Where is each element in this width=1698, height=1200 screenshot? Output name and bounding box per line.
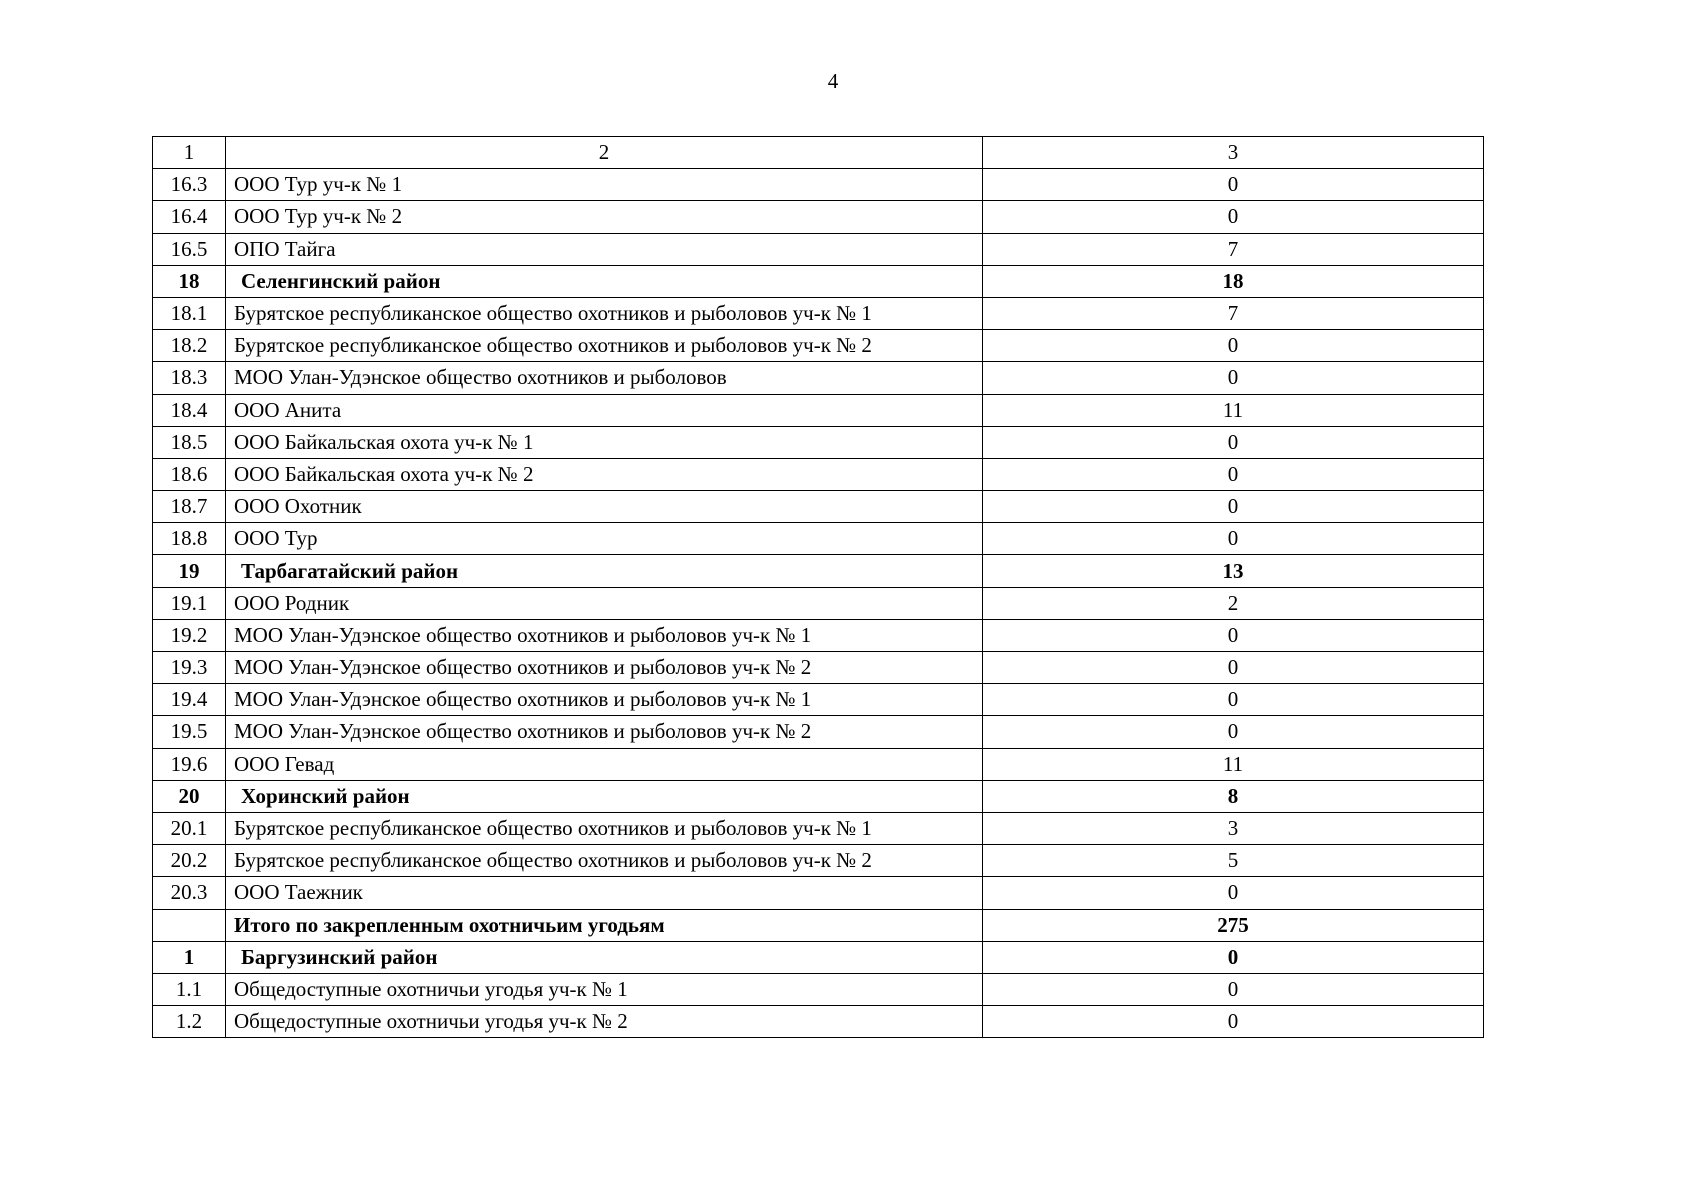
row-value-cell: 8	[983, 780, 1484, 812]
row-value-cell: 0	[983, 330, 1484, 362]
table-row	[153, 491, 1484, 523]
row-name-cell: ООО Тур уч-к № 2	[226, 201, 983, 233]
row-name-cell: ОПО Тайга	[226, 233, 983, 265]
row-number-cell: 18.8	[153, 523, 226, 555]
table-body	[153, 137, 1484, 1038]
row-value-cell: 0	[983, 491, 1484, 523]
table-row	[153, 845, 1484, 877]
page-number: 4	[827, 69, 839, 93]
row-number-cell: 19.3	[153, 652, 226, 684]
row-number-cell: 19.2	[153, 619, 226, 651]
table-header-row	[153, 137, 1484, 169]
table-row	[153, 458, 1484, 490]
row-name-cell: ООО Анита	[226, 394, 983, 426]
row-name-cell: Итого по закрепленным охотничьим угодьям	[226, 909, 983, 941]
row-name-cell: ООО Охотник	[226, 491, 983, 523]
row-value-cell: 0	[983, 169, 1484, 201]
row-name-cell: Баргузинский район	[226, 941, 983, 973]
column-value-header: 3	[983, 137, 1484, 169]
row-name-cell: ООО Байкальская охота уч-к № 1	[226, 426, 983, 458]
total-row	[153, 909, 1484, 941]
table-row	[153, 973, 1484, 1005]
row-value-cell: 0	[983, 1006, 1484, 1038]
row-value-cell: 13	[983, 555, 1484, 587]
table-row	[153, 426, 1484, 458]
row-value-cell: 3	[983, 812, 1484, 844]
row-number-cell: 19	[153, 555, 226, 587]
row-value-cell: 7	[983, 233, 1484, 265]
table-row	[153, 362, 1484, 394]
row-value-cell: 2	[983, 587, 1484, 619]
row-value-cell: 18	[983, 265, 1484, 297]
row-number-cell: 1	[153, 941, 226, 973]
row-name-cell: МОО Улан-Удэнское общество охотников и рыболовов уч-к № 2	[226, 652, 983, 684]
row-name-cell: ООО Тур уч-к № 1	[226, 169, 983, 201]
row-number-cell: 19.4	[153, 684, 226, 716]
table-row	[153, 748, 1484, 780]
row-value-cell: 11	[983, 394, 1484, 426]
row-name-cell: ООО Гевад	[226, 748, 983, 780]
row-number-cell: 19.6	[153, 748, 226, 780]
row-number-cell: 20.1	[153, 812, 226, 844]
row-number-cell: 1.1	[153, 973, 226, 1005]
table-row	[153, 716, 1484, 748]
table-row	[153, 587, 1484, 619]
row-number-cell: 20.2	[153, 845, 226, 877]
table-row	[153, 812, 1484, 844]
row-value-cell: 0	[983, 201, 1484, 233]
row-name-cell: Бурятское республиканское общество охотников и рыболовов уч-к № 2	[226, 845, 983, 877]
row-number-cell: 20.3	[153, 877, 226, 909]
column-number-header: 1	[153, 137, 226, 169]
row-number-cell: 16.4	[153, 201, 226, 233]
table-row	[153, 652, 1484, 684]
row-name-cell: МОО Улан-Удэнское общество охотников и рыболовов уч-к № 2	[226, 716, 983, 748]
table-row	[153, 394, 1484, 426]
row-name-cell: Общедоступные охотничьи угодья уч-к № 1	[226, 973, 983, 1005]
row-name-cell: МОО Улан-Удэнское общество охотников и рыболовов уч-к № 1	[226, 684, 983, 716]
table-row	[153, 684, 1484, 716]
district-row	[153, 941, 1484, 973]
row-name-cell: Бурятское республиканское общество охотников и рыболовов уч-к № 1	[226, 812, 983, 844]
row-value-cell: 0	[983, 941, 1484, 973]
row-value-cell: 0	[983, 652, 1484, 684]
row-number-cell: 20	[153, 780, 226, 812]
table-row	[153, 201, 1484, 233]
district-row	[153, 265, 1484, 297]
row-name-cell: Бурятское республиканское общество охотников и рыболовов уч-к № 1	[226, 297, 983, 329]
row-name-cell: МОО Улан-Удэнское общество охотников и рыболовов уч-к № 1	[226, 619, 983, 651]
table-row	[153, 523, 1484, 555]
row-value-cell: 0	[983, 716, 1484, 748]
row-name-cell: Бурятское республиканское общество охотников и рыболовов уч-к № 2	[226, 330, 983, 362]
row-number-cell: 18.5	[153, 426, 226, 458]
table-row	[153, 233, 1484, 265]
table-row	[153, 169, 1484, 201]
row-number-cell: 19.5	[153, 716, 226, 748]
row-name-cell: ООО Тур	[226, 523, 983, 555]
district-row	[153, 555, 1484, 587]
table-row	[153, 619, 1484, 651]
row-value-cell: 7	[983, 297, 1484, 329]
row-number-cell: 18.7	[153, 491, 226, 523]
table-row	[153, 297, 1484, 329]
row-value-cell: 0	[983, 684, 1484, 716]
row-number-cell: 18.4	[153, 394, 226, 426]
row-number-cell: 18	[153, 265, 226, 297]
row-value-cell: 0	[983, 619, 1484, 651]
row-name-cell: Селенгинский район	[226, 265, 983, 297]
hunting-grounds-table	[152, 136, 1484, 1038]
row-value-cell: 0	[983, 877, 1484, 909]
row-value-cell: 0	[983, 362, 1484, 394]
row-name-cell: Хоринский район	[226, 780, 983, 812]
row-number-cell: 16.3	[153, 169, 226, 201]
row-name-cell: ООО Родник	[226, 587, 983, 619]
row-value-cell: 0	[983, 973, 1484, 1005]
row-number-cell: 18.1	[153, 297, 226, 329]
row-name-cell: Тарбагатайский район	[226, 555, 983, 587]
table-row	[153, 330, 1484, 362]
row-name-cell: МОО Улан-Удэнское общество охотников и рыболовов	[226, 362, 983, 394]
row-number-cell: 18.6	[153, 458, 226, 490]
column-name-header: 2	[226, 137, 983, 169]
row-name-cell: ООО Байкальская охота уч-к № 2	[226, 458, 983, 490]
table-row	[153, 1006, 1484, 1038]
district-row	[153, 780, 1484, 812]
row-name-cell: ООО Таежник	[226, 877, 983, 909]
row-value-cell: 0	[983, 523, 1484, 555]
row-value-cell: 0	[983, 426, 1484, 458]
row-number-cell: 18.3	[153, 362, 226, 394]
row-number-cell: 18.2	[153, 330, 226, 362]
row-value-cell: 275	[983, 909, 1484, 941]
row-value-cell: 0	[983, 458, 1484, 490]
row-number-cell: 1.2	[153, 1006, 226, 1038]
row-value-cell: 5	[983, 845, 1484, 877]
table-row	[153, 877, 1484, 909]
row-number-cell: 19.1	[153, 587, 226, 619]
row-name-cell: Общедоступные охотничьи угодья уч-к № 2	[226, 1006, 983, 1038]
row-number-cell: 16.5	[153, 233, 226, 265]
row-value-cell: 11	[983, 748, 1484, 780]
row-number-cell	[153, 909, 226, 941]
